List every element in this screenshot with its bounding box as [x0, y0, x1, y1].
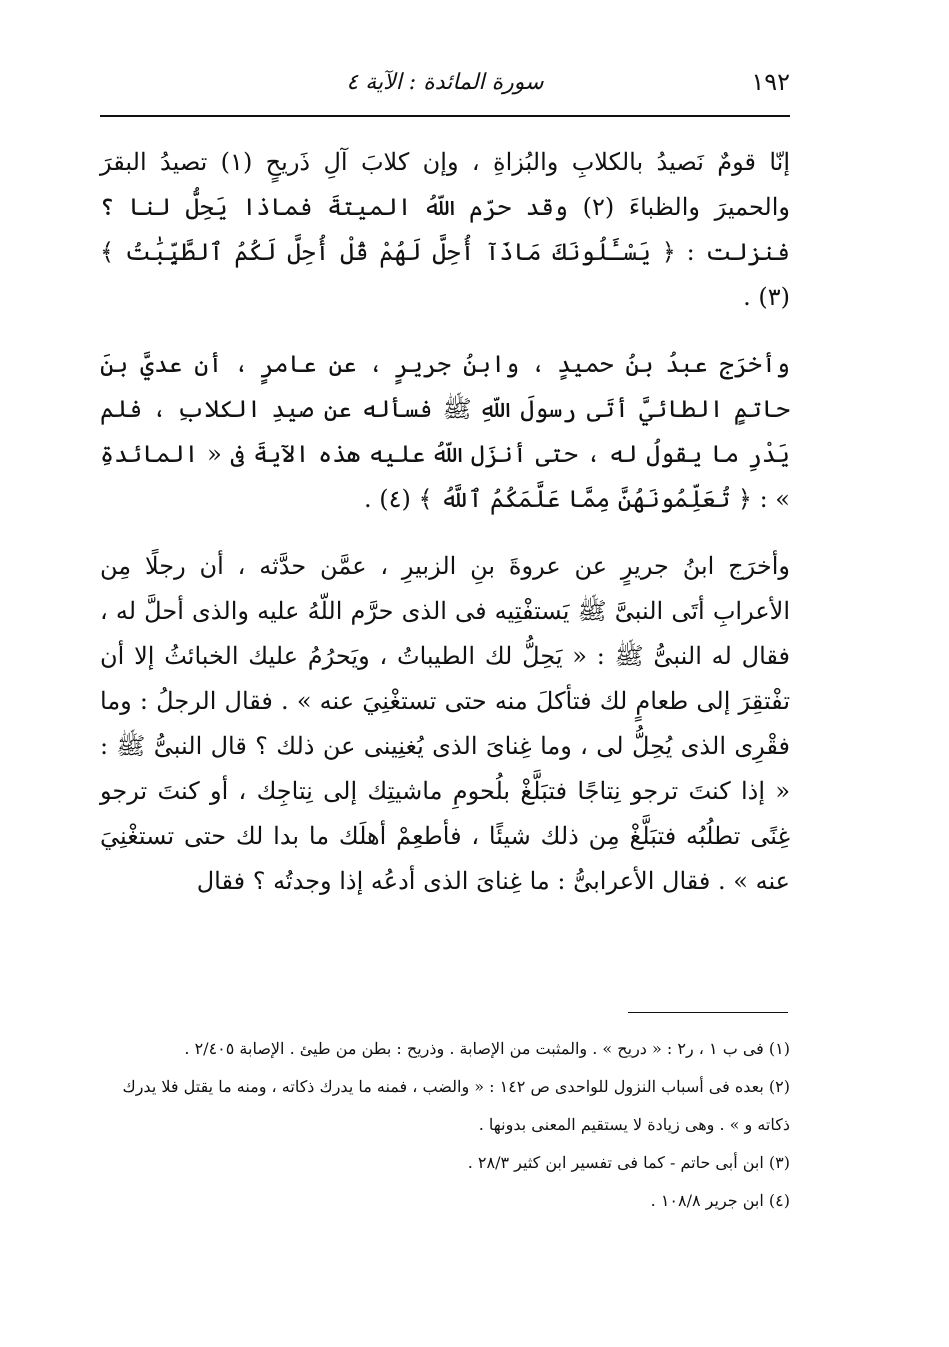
page-header — [100, 58, 790, 108]
page-number: ١٩٢ — [751, 68, 790, 96]
paragraph-2: وأخرَج عبدُ بنُ حميدٍ ، وابنُ جريرٍ ، عن عامرٍ ، أن عديَّ بنَ حاتمٍ الطائيَّ أتَى رسولَ اللّهِ ﷺ فسأله عن صيدِ الكلابِ ، فلم يَدْرِ ما يقولُ له ، حتى أنزَل اللّهُ عليه هذه الآيةَ فى « المائدةِ » : ﴿ تُعَلِّمُونَهُنَّ مِمَّا عَلَّمَكُمُ ٱللَّهُ ﴾ (٤) . — [100, 350, 790, 513]
footnotes — [100, 1030, 790, 1220]
paragraph-1: إنّا قومٌ نَصيدُ بالكلابِ والبُزاةِ ، وإن كلابَ آلِ ذَريحٍ (١) تصيدُ البقرَ والحميرَ والظباءَ (٢) وقد حرّم اللّهُ الميتةَ فماذا يَحِلُّ لنا ؟ فنزلت : ﴿ يَسْـَٔلُونَكَ مَاذَآ أُحِلَّ لَهُمْ قُلْ أُحِلَّ لَكُمُ ٱلطَّيِّبَٰتُ ﴾ (٣) . — [100, 148, 791, 311]
footnote-1: (١) فى ب ١ ، ر٢ : « دريح » . والمثبت من الإصابة . وذريح : بطن من طيئ . الإصابة ٢/٤٠٥ . — [184, 1039, 790, 1058]
footnote-4: (٤) ابن جرير ١٠٨/٨ . — [650, 1191, 790, 1210]
header-divider — [100, 115, 790, 117]
footnote-2: (٢) بعده فى أسباب النزول للواحدى ص ١٤٢ : « والضب ، فمنه ما يدرك ذكاته ، ومنه ما يقتل فلا يدرك ذكاته و » . وهى زيادة لا يستقيم المعنى بدونها . — [122, 1077, 790, 1134]
running-title: سورة المائدة : الآية ٤ — [346, 70, 544, 95]
main-text — [100, 140, 790, 926]
footnote-divider — [628, 1012, 788, 1013]
paragraph-3: وأخرَج ابنُ جريرٍ عن عروةَ بنِ الزبيرِ ، عمَّن حدَّثه ، أن رجلًا مِن الأعرابِ أتَى النبىَّ ﷺ يَستفْتِيه فى الذى حرَّم اللّهُ عليه والذى أحلَّ له ، فقال له النبىُّ ﷺ : « يَحِلُّ لك الطيباتُ ، ويَحرُمُ عليك الخبائثُ إلا أن تفْتقِرَ إلى طعامٍ لك فتأكلَ منه حتى تستغْنِيَ عنه » . فقال الرجلُ : وما فقْرِى الذى يُحِلُّ لى ، وما غِناىَ الذى يُغنِينى عن ذلك ؟ قال النبىُّ ﷺ : « إذا كنتَ ترجو نِتاجًا فتبَلَّغْ بلُحومِ ماشيتِك إلى نِتاجِك ، أو كنتَ ترجو غِنًى تطلُبُه فتبَلَّغْ مِن ذلك شيئًا ، فأطعِمْ أهلَك ما بدا لك حتى تستغْنِيَ عنه » . فقال الأعرابىُّ : ما غِناىَ الذى أدعُه إذا وجدتُه ؟ فقال — [100, 552, 790, 895]
footnote-3: (٣) ابن أبى حاتم - كما فى تفسير ابن كثير ٢٨/٣ . — [467, 1153, 790, 1172]
